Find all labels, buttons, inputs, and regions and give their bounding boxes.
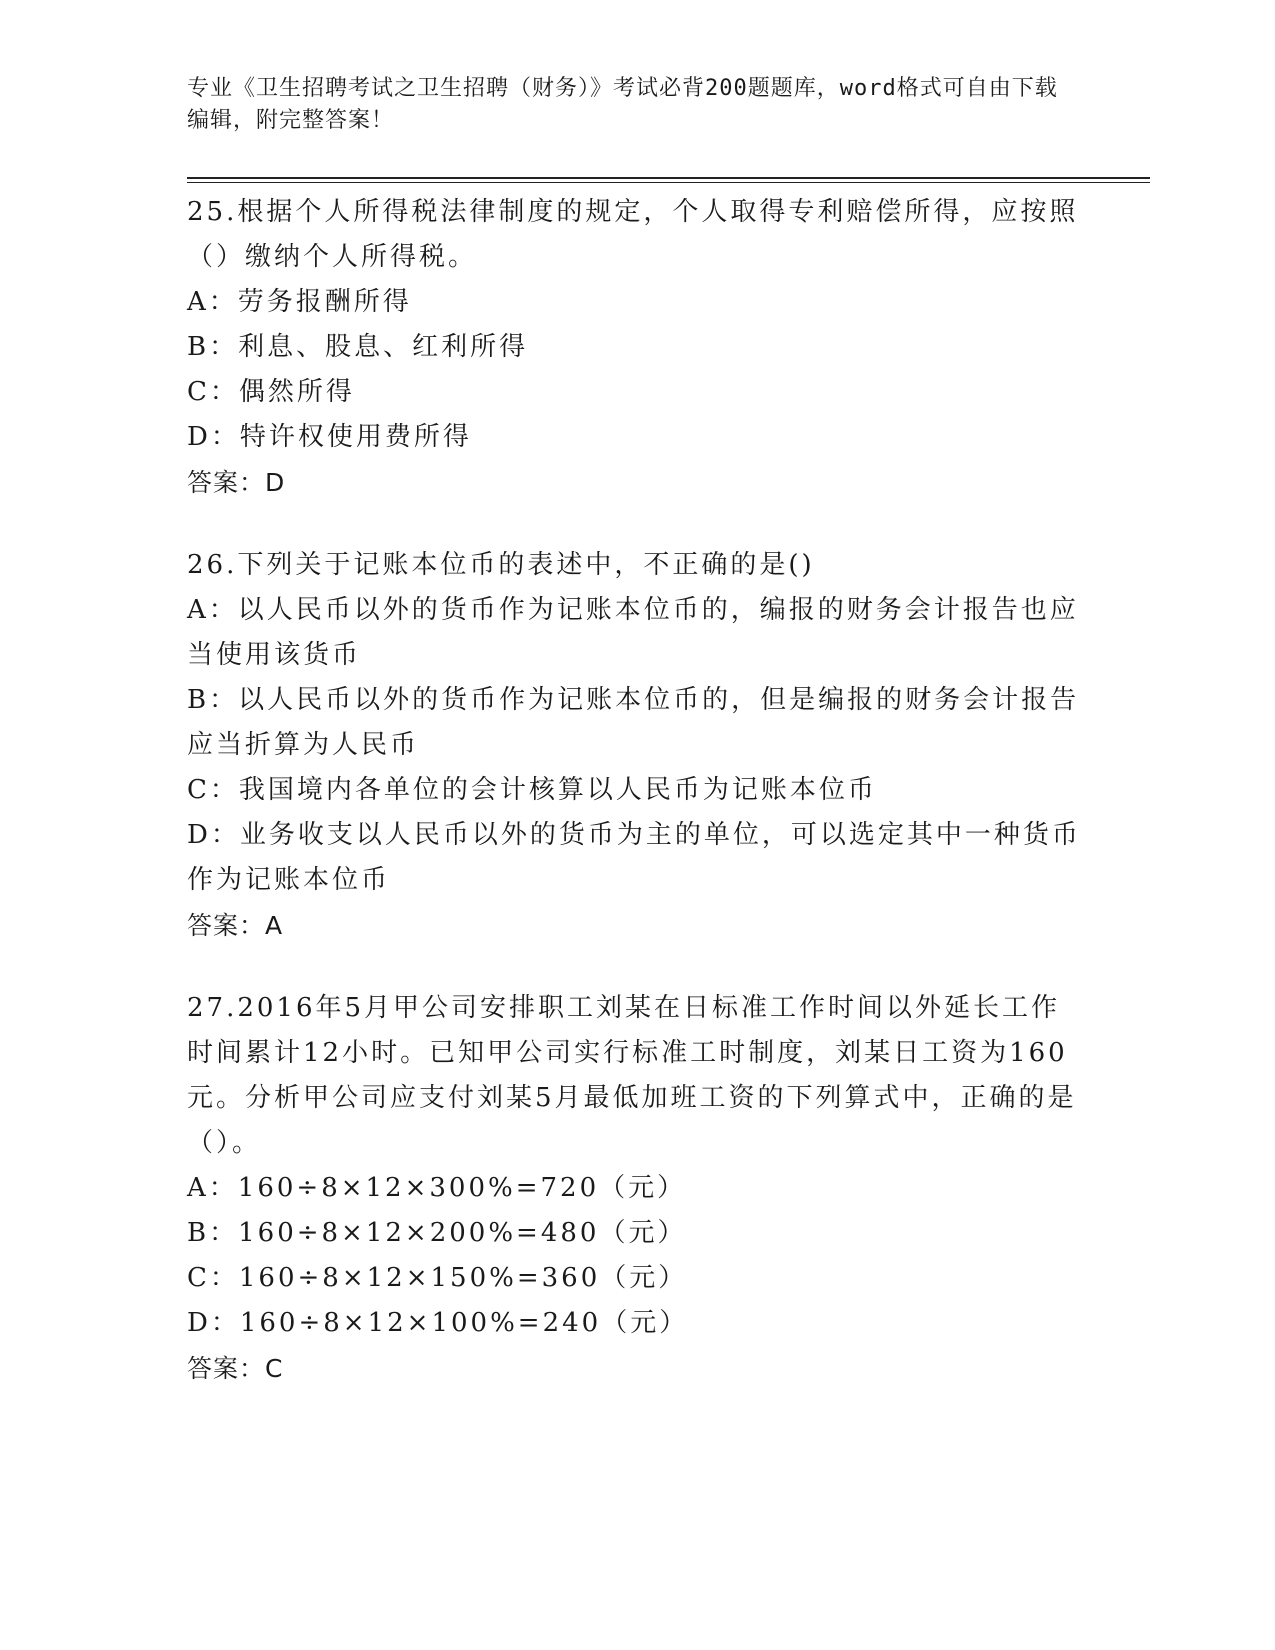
question-stem: 25.根据个人所得税法律制度的规定，个人取得专利赔偿所得，应按照（）缴纳个人所得税。 [187,197,1079,272]
option-a: A：以人民币以外的货币作为记账本位币的，编报的财务会计报告也应当使用该货币 [187,595,1079,670]
answer-line: 答案：C [187,1354,284,1383]
document-header: 专业《卫生招聘考试之卫生招聘（财务）》考试必背200题题库，word格式可自由下载编辑，附完整答案！ [187,76,1058,133]
question-25 [187,190,1087,505]
option-d: D：业务收支以人民币以外的货币为主的单位，可以选定其中一种货币作为记账本位币 [187,820,1081,895]
answer-line: 答案：D [187,468,286,497]
option-c: C：偶然所得 [187,377,355,407]
option-a: A：160÷8×12×300%=720（元） [187,1173,687,1203]
option-b: B：160÷8×12×200%=480（元） [187,1218,687,1248]
option-d: D：160÷8×12×100%=240（元） [187,1308,689,1338]
answer-line: 答案：A [187,911,284,940]
option-a: A：劳务报酬所得 [187,287,412,317]
option-b: B：利息、股息、红利所得 [187,332,529,362]
header-divider-thin [187,182,1150,183]
option-c: C：160÷8×12×150%=360（元） [187,1263,688,1293]
question-stem: 27.2016年5月甲公司安排职工刘某在日标准工作时间以外延长工作时间累计12小时。已知甲公司实行标准工时制度，刘某日工资为160元。分析甲公司应支付刘某5月最低加班工资的下列算式中，正确的是（）。 [187,993,1077,1158]
question-list [187,190,1087,1429]
option-c: C：我国境内各单位的会计核算以人民币为记账本位币 [187,775,877,805]
question-27 [187,986,1087,1391]
header-divider-thick [187,177,1150,179]
option-d: D：特许权使用费所得 [187,422,472,452]
question-stem: 26.下列关于记账本位币的表述中，不正确的是() [187,550,815,580]
question-26 [187,543,1087,948]
option-b: B：以人民币以外的货币作为记账本位币的，但是编报的财务会计报告应当折算为人民币 [187,685,1080,760]
